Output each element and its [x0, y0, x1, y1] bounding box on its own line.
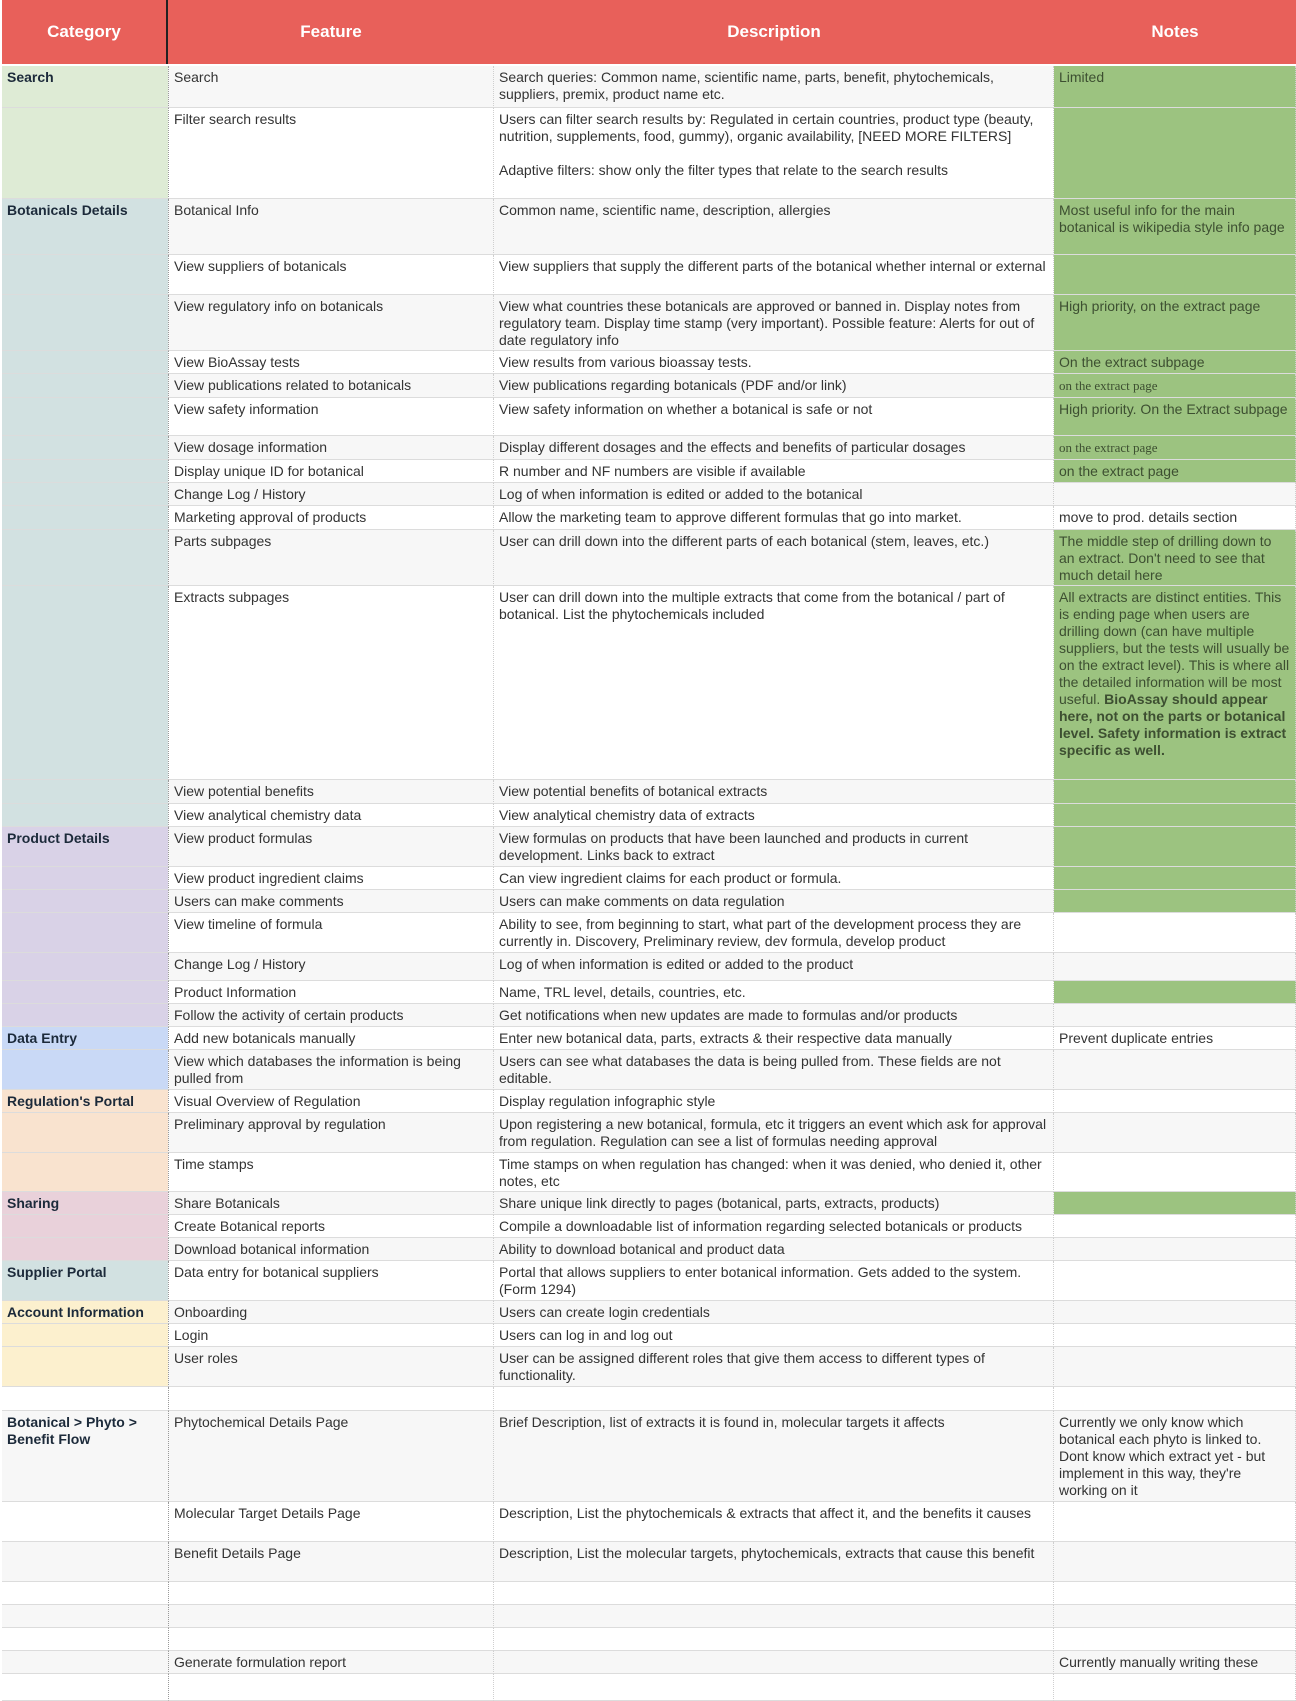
feature-cell[interactable]: Benefit Details Page [168, 1542, 494, 1582]
description-cell[interactable]: Time stamps on when regulation has changed: when it was denied, who denied it, other notes, etc [494, 1153, 1054, 1192]
feature-cell[interactable] [168, 1628, 494, 1651]
category-cell[interactable] [2, 1238, 168, 1261]
description-cell[interactable]: User can drill down into the multiple extracts that come from the botanical / part of botanical. List the phytochemicals included [494, 586, 1054, 780]
category-cell[interactable]: Regulation's Portal [2, 1090, 168, 1113]
description-cell[interactable] [494, 1387, 1054, 1411]
notes-cell[interactable] [1054, 1387, 1296, 1411]
category-cell[interactable] [2, 1605, 168, 1628]
feature-cell[interactable]: View dosage information [168, 436, 494, 460]
category-cell[interactable] [2, 436, 168, 460]
description-cell[interactable]: Display regulation infographic style [494, 1090, 1054, 1113]
header-notes[interactable]: Notes [1054, 0, 1296, 64]
notes-cell[interactable] [1054, 804, 1296, 827]
notes-cell[interactable] [1054, 483, 1296, 506]
category-cell[interactable] [2, 953, 168, 981]
feature-cell[interactable]: View publications related to botanicals [168, 374, 494, 398]
notes-emphasis: BioAssay should appear here, not on the parts or botanical level. Safety information is extract specific as well. [1059, 691, 1291, 758]
feature-cell[interactable]: Molecular Target Details Page [168, 1502, 494, 1542]
description-cell[interactable] [494, 1651, 1054, 1674]
description-cell[interactable]: Users can log in and log out [494, 1324, 1054, 1347]
notes-cell[interactable] [1054, 1605, 1296, 1628]
notes-cell[interactable] [1054, 890, 1296, 913]
feature-cell[interactable]: Onboarding [168, 1301, 494, 1324]
notes-cell[interactable] [1054, 867, 1296, 890]
feature-cell[interactable] [168, 1582, 494, 1605]
notes-cell[interactable] [1054, 108, 1296, 199]
feature-cell[interactable]: Time stamps [168, 1153, 494, 1192]
notes-cell[interactable] [1054, 1674, 1296, 1701]
category-cell[interactable] [2, 1050, 168, 1090]
notes-cell[interactable] [1054, 374, 1296, 398]
description-cell[interactable]: View results from various bioassay tests. [494, 351, 1054, 374]
header-description[interactable]: Description [494, 0, 1054, 64]
feature-cell[interactable]: View which databases the information is being pulled from [168, 1050, 494, 1090]
description-cell[interactable]: Upon registering a new botanical, formula, etc it triggers an event which ask for approval from regulation. Regulation can see a list of formulas needing approval [494, 1113, 1054, 1153]
notes-cell[interactable] [1054, 1411, 1296, 1502]
notes-cell[interactable] [1054, 913, 1296, 953]
notes-cell[interactable] [1054, 1301, 1296, 1324]
notes-cell[interactable] [1054, 1542, 1296, 1582]
description-cell[interactable]: View publications regarding botanicals (PDF and/or link) [494, 374, 1054, 398]
notes-text: All extracts are distinct entities. This is ending page when users are drilling down (can have multiple suppliers, but the tests will usually be on the extract level). This is where all the detailed information will be most useful. [1059, 589, 1294, 707]
notes-cell[interactable] [1054, 1628, 1296, 1651]
feature-cell[interactable]: View analytical chemistry data [168, 804, 494, 827]
notes-cell[interactable] [1054, 1090, 1296, 1113]
notes-cell[interactable] [1054, 1192, 1296, 1215]
notes-text: on the extract page [1059, 440, 1158, 455]
category-cell[interactable] [2, 1674, 168, 1701]
description-cell[interactable]: Brief Description, list of extracts it is found in, molecular targets it affects [494, 1411, 1054, 1502]
notes-cell[interactable] [1054, 1050, 1296, 1090]
notes-cell[interactable] [1054, 506, 1296, 530]
feature-cell[interactable]: Parts subpages [168, 530, 494, 586]
feature-cell[interactable]: View safety information [168, 398, 494, 436]
category-cell[interactable] [2, 981, 168, 1004]
category-cell[interactable]: Botanical > Phyto > Benefit Flow [2, 1411, 168, 1502]
notes-text: move to prod. details section [1059, 509, 1238, 525]
feature-cell[interactable]: Login [168, 1324, 494, 1347]
description-cell[interactable] [494, 1674, 1054, 1701]
notes-cell[interactable] [1054, 1153, 1296, 1192]
category-cell[interactable] [2, 1628, 168, 1651]
category-cell[interactable] [2, 108, 168, 199]
description-cell[interactable]: Search queries: Common name, scientific name, parts, benefit, phytochemicals, suppliers, premix, product name etc. [494, 66, 1054, 108]
description-cell[interactable]: Log of when information is edited or added to the botanical [494, 483, 1054, 506]
category-cell[interactable] [2, 530, 168, 586]
feature-cell[interactable]: View timeline of formula [168, 913, 494, 953]
category-cell[interactable] [2, 867, 168, 890]
category-cell[interactable] [2, 483, 168, 506]
description-cell[interactable]: Enter new botanical data, parts, extracts & their respective data manually [494, 1027, 1054, 1050]
notes-text: on the extract page [1059, 463, 1179, 479]
description-cell[interactable]: R number and NF numbers are visible if available [494, 460, 1054, 483]
description-cell[interactable]: User can be assigned different roles that give them access to different types of functionality. [494, 1347, 1054, 1387]
description-cell[interactable] [494, 1582, 1054, 1605]
feature-cell[interactable]: View product ingredient claims [168, 867, 494, 890]
category-cell[interactable] [2, 586, 168, 780]
description-cell[interactable]: Ability to see, from beginning to start, what part of the development process they are currently in. Discovery, Preliminary review, dev formula, develop product [494, 913, 1054, 953]
notes-cell[interactable] [1054, 530, 1296, 586]
category-cell[interactable] [2, 374, 168, 398]
notes-cell[interactable] [1054, 1215, 1296, 1238]
description-cell[interactable]: Name, TRL level, details, countries, etc. [494, 981, 1054, 1004]
category-cell[interactable] [2, 1324, 168, 1347]
description-cell[interactable]: Allow the marketing team to approve different formulas that go into market. [494, 506, 1054, 530]
notes-cell[interactable] [1054, 981, 1296, 1004]
feature-cell[interactable]: Filter search results [168, 108, 494, 199]
category-cell[interactable] [2, 1215, 168, 1238]
notes-cell[interactable] [1054, 1651, 1296, 1674]
notes-cell[interactable] [1054, 398, 1296, 436]
category-cell[interactable] [2, 506, 168, 530]
notes-cell[interactable] [1054, 255, 1296, 295]
description-cell[interactable]: Get notifications when new updates are made to formulas and/or products [494, 1004, 1054, 1027]
feature-cell[interactable]: Extracts subpages [168, 586, 494, 780]
description-cell[interactable] [494, 1605, 1054, 1628]
category-cell[interactable]: Supplier Portal [2, 1261, 168, 1301]
description-cell[interactable]: Description, List the molecular targets, phytochemicals, extracts that cause this benefit [494, 1542, 1054, 1582]
feature-cell[interactable]: Visual Overview of Regulation [168, 1090, 494, 1113]
category-cell[interactable] [2, 1542, 168, 1582]
notes-cell[interactable] [1054, 1261, 1296, 1301]
feature-cell[interactable]: View suppliers of botanicals [168, 255, 494, 295]
notes-text: Most useful info for the main botanical is wikipedia style info page [1059, 202, 1285, 235]
notes-cell[interactable] [1054, 586, 1296, 780]
notes-text: On the extract subpage [1059, 354, 1205, 370]
description-cell[interactable]: Users can make comments on data regulation [494, 890, 1054, 913]
category-cell[interactable] [2, 913, 168, 953]
category-cell[interactable] [2, 295, 168, 351]
notes-cell[interactable] [1054, 780, 1296, 804]
notes-cell[interactable] [1054, 1502, 1296, 1542]
category-cell[interactable] [2, 804, 168, 827]
category-cell[interactable] [2, 890, 168, 913]
category-cell[interactable] [2, 1153, 168, 1192]
feature-cell[interactable]: Follow the activity of certain products [168, 1004, 494, 1027]
description-cell[interactable] [494, 1628, 1054, 1651]
feature-cell[interactable]: Generate formulation report [168, 1651, 494, 1674]
category-cell[interactable] [2, 460, 168, 483]
description-cell[interactable]: User can drill down into the different parts of each botanical (stem, leaves, etc.) [494, 530, 1054, 586]
category-cell[interactable] [2, 1582, 168, 1605]
description-cell[interactable]: Can view ingredient claims for each product or formula. [494, 867, 1054, 890]
feature-cell[interactable]: Marketing approval of products [168, 506, 494, 530]
feature-cell[interactable]: Download botanical information [168, 1238, 494, 1261]
feature-cell[interactable] [168, 1605, 494, 1628]
description-cell[interactable]: View potential benefits of botanical extracts [494, 780, 1054, 804]
feature-cell[interactable]: View product formulas [168, 827, 494, 867]
feature-cell[interactable]: Product Information [168, 981, 494, 1004]
notes-cell[interactable] [1054, 436, 1296, 460]
feature-cell[interactable]: Botanical Info [168, 199, 494, 255]
category-cell[interactable] [2, 351, 168, 374]
notes-text: The middle step of drilling down to an extract. Don't need to see that much detail here [1059, 533, 1276, 583]
notes-cell[interactable] [1054, 199, 1296, 255]
feature-cell[interactable] [168, 1674, 494, 1701]
description-cell[interactable]: Share unique link directly to pages (botanical, parts, extracts, products) [494, 1192, 1054, 1215]
notes-cell[interactable] [1054, 1238, 1296, 1261]
category-cell[interactable]: Sharing [2, 1192, 168, 1215]
notes-cell[interactable] [1054, 460, 1296, 483]
notes-cell[interactable] [1054, 66, 1296, 108]
feature-cell[interactable]: Change Log / History [168, 953, 494, 981]
feature-cell[interactable]: Change Log / History [168, 483, 494, 506]
header-feature[interactable]: Feature [168, 0, 494, 64]
feature-cell[interactable]: Display unique ID for botanical [168, 460, 494, 483]
description-cell[interactable]: View formulas on products that have been launched and products in current development. Links back to extract [494, 827, 1054, 867]
notes-cell[interactable] [1054, 1324, 1296, 1347]
notes-cell[interactable] [1054, 827, 1296, 867]
category-cell[interactable] [2, 1651, 168, 1674]
description-cell[interactable]: Portal that allows suppliers to enter botanical information. Gets added to the system. (Form 1294) [494, 1261, 1054, 1301]
notes-text: High priority, on the extract page [1059, 298, 1261, 314]
category-cell[interactable]: Product Details [2, 827, 168, 867]
notes-cell[interactable] [1054, 1582, 1296, 1605]
feature-cell[interactable]: Share Botanicals [168, 1192, 494, 1215]
notes-cell[interactable] [1054, 1027, 1296, 1050]
description-cell[interactable]: Users can see what databases the data is being pulled from. These fields are not editable. [494, 1050, 1054, 1090]
description-cell[interactable]: Display different dosages and the effects and benefits of particular dosages [494, 436, 1054, 460]
category-cell[interactable]: Account Information [2, 1301, 168, 1324]
notes-text: Limited [1059, 69, 1105, 85]
notes-text: Currently manually writing these [1059, 1654, 1259, 1670]
description-cell[interactable]: Compile a downloadable list of information regarding selected botanicals or products [494, 1215, 1054, 1238]
notes-text: Prevent duplicate entries [1059, 1030, 1214, 1046]
category-cell[interactable] [2, 1502, 168, 1542]
header-category[interactable]: Category [2, 0, 168, 64]
feature-cell[interactable]: Users can make comments [168, 890, 494, 913]
description-cell[interactable]: View what countries these botanicals are approved or banned in. Display notes from regulatory team. Display time stamp (very important). Possible feature: Alerts for out of date regulatory info [494, 295, 1054, 351]
description-cell[interactable]: View suppliers that supply the different parts of the botanical whether internal or external [494, 255, 1054, 295]
feature-cell[interactable]: View potential benefits [168, 780, 494, 804]
category-cell[interactable] [2, 1387, 168, 1411]
category-cell[interactable]: Search [2, 66, 168, 108]
category-cell[interactable]: Botanicals Details [2, 199, 168, 255]
feature-cell[interactable]: User roles [168, 1347, 494, 1387]
feature-cell[interactable]: View BioAssay tests [168, 351, 494, 374]
description-cell[interactable]: Users can create login credentials [494, 1301, 1054, 1324]
feature-cell[interactable] [168, 1387, 494, 1411]
category-cell[interactable] [2, 1113, 168, 1153]
notes-cell[interactable] [1054, 1004, 1296, 1027]
feature-cell[interactable]: Preliminary approval by regulation [168, 1113, 494, 1153]
notes-text: Currently we only know which botanical each phyto is linked to. Dont know which extract yet - but implement in this way, they're working on it [1059, 1414, 1270, 1498]
notes-cell[interactable] [1054, 295, 1296, 351]
description-cell[interactable]: Users can filter search results by: Regulated in certain countries, product type (beauty, nutrition, supplements, food, gummy), organic availability, [NEED MORE FILTERS] Adaptive filters: show only the filter types that relate to the search results [494, 108, 1054, 199]
notes-cell[interactable] [1054, 1347, 1296, 1387]
notes-cell[interactable] [1054, 1113, 1296, 1153]
description-cell[interactable]: View analytical chemistry data of extracts [494, 804, 1054, 827]
feature-cell[interactable]: Add new botanicals manually [168, 1027, 494, 1050]
feature-cell[interactable]: Phytochemical Details Page [168, 1411, 494, 1502]
description-cell[interactable]: View safety information on whether a botanical is safe or not [494, 398, 1054, 436]
description-cell[interactable]: Description, List the phytochemicals & extracts that affect it, and the benefits it causes [494, 1502, 1054, 1542]
feature-cell[interactable]: Create Botanical reports [168, 1215, 494, 1238]
notes-cell[interactable] [1054, 953, 1296, 981]
category-cell[interactable] [2, 255, 168, 295]
description-cell[interactable]: Ability to download botanical and product data [494, 1238, 1054, 1261]
category-cell[interactable] [2, 1347, 168, 1387]
feature-cell[interactable]: Data entry for botanical suppliers [168, 1261, 494, 1301]
category-cell[interactable] [2, 780, 168, 804]
category-cell[interactable] [2, 1004, 168, 1027]
notes-text: High priority. On the Extract subpage [1059, 401, 1288, 417]
category-cell[interactable]: Data Entry [2, 1027, 168, 1050]
notes-cell[interactable] [1054, 351, 1296, 374]
feature-cell[interactable]: View regulatory info on botanicals [168, 295, 494, 351]
description-cell[interactable]: Log of when information is edited or added to the product [494, 953, 1054, 981]
notes-text: on the extract page [1059, 378, 1158, 393]
feature-cell[interactable]: Search [168, 66, 494, 108]
category-cell[interactable] [2, 398, 168, 436]
description-cell[interactable]: Common name, scientific name, description, allergies [494, 199, 1054, 255]
